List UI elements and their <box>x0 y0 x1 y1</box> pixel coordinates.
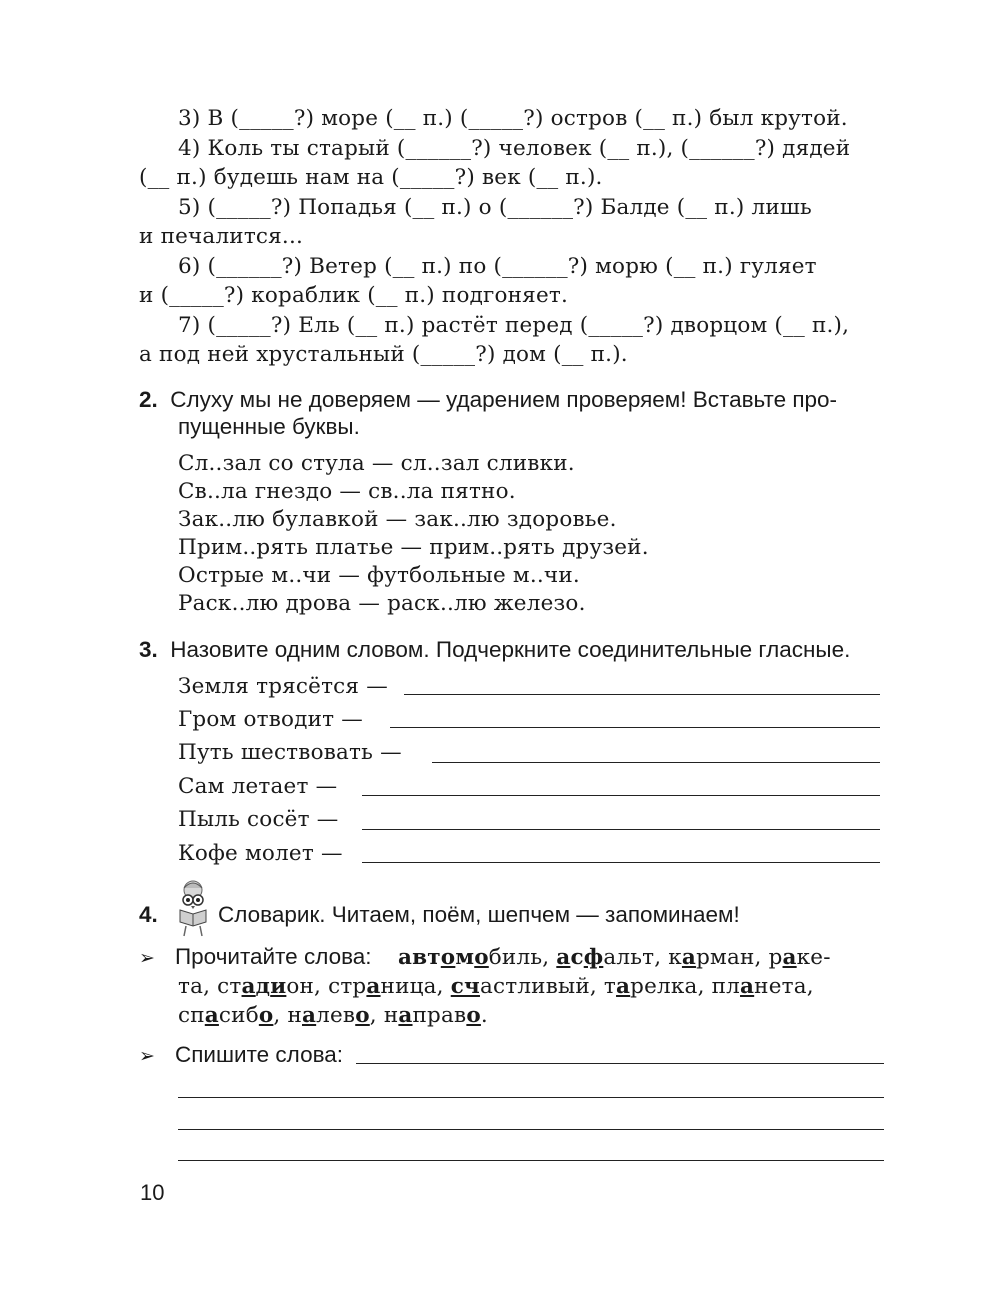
task1-line-5b: и печалится... <box>139 224 304 249</box>
task3-answer-line[interactable] <box>390 727 880 728</box>
vocab-segment: авт <box>398 945 441 970</box>
vocab-segment: ке- <box>796 945 831 970</box>
vocab-words-line1 <box>398 945 831 970</box>
copy-answer-line[interactable] <box>178 1160 884 1161</box>
vocab-segment: , н <box>369 1003 399 1028</box>
vocab-segment: биль, <box>488 945 557 970</box>
vocab-words-line2 <box>178 974 814 999</box>
vocab-segment: . <box>480 1003 488 1028</box>
task1-line-3: 3) В (_____?) море (__ п.) (_____?) остров (__ п.) был крутой. <box>178 106 848 131</box>
vocab-segment: а <box>740 974 755 999</box>
vocab-segment: альт, к <box>603 945 682 970</box>
task3-item-label: Земля трясётся — <box>178 674 388 699</box>
vocab-segment: сп <box>178 1003 205 1028</box>
task4-bullet1 <box>139 944 372 970</box>
vocab-words-line3 <box>178 1003 488 1028</box>
page-number: 10 <box>140 1180 165 1205</box>
vocab-segment: сиб <box>218 1003 259 1028</box>
task3-item-label: Путь шествовать — <box>178 740 402 765</box>
task3-item-label: Пыль сосёт — <box>178 807 339 832</box>
owl-reading-icon <box>176 880 210 938</box>
vocab-segment: о <box>440 945 456 970</box>
vocab-segment: а <box>616 974 631 999</box>
task2-item: Зак..лю булавкой — зак..лю здоровье. <box>178 507 617 532</box>
task2-item: Раск..лю дрова — раск..лю железо. <box>178 591 586 616</box>
task3-answer-line[interactable] <box>404 694 880 695</box>
task2-number: 2. <box>139 387 158 412</box>
vocab-segment: о <box>466 1003 481 1028</box>
task1-line-6a: 6) (______?) Ветер (__ п.) по (______?) морю (__ п.) гуляет <box>178 254 817 279</box>
copy-answer-line[interactable] <box>356 1063 884 1064</box>
vocab-segment: та, ст <box>178 974 242 999</box>
task4-bullet1-label: Прочитайте слова: <box>175 944 372 969</box>
task3-answer-line[interactable] <box>362 795 880 796</box>
task3-item-label: Гром отводит — <box>178 707 363 732</box>
vocab-segment: , н <box>273 1003 302 1028</box>
vocab-segment: а <box>241 974 256 999</box>
arrow-right-icon: ➢ <box>139 1045 155 1067</box>
task3-item-label: Кофе молет — <box>178 841 343 866</box>
copy-answer-line[interactable] <box>178 1097 884 1098</box>
vocab-segment: астливый, т <box>479 974 617 999</box>
task1-line-7b: а под ней хрустальный (_____?) дом (__ п.). <box>139 342 628 367</box>
task2-heading <box>139 387 837 413</box>
task3-instruction: Назовите одним словом. Подчеркните соединительные гласные. <box>170 637 851 662</box>
task2-item: Св..ла гнездо — св..ла пятно. <box>178 479 516 504</box>
task4-title: Словарик. Читаем, поём, шепчем — запоминаем! <box>218 902 740 927</box>
task3-item-label: Сам летает — <box>178 774 338 799</box>
vocab-segment: он, стр <box>286 974 367 999</box>
vocab-segment: а <box>366 974 381 999</box>
task2-item: Прим..рять платье — прим..рять друзей. <box>178 535 649 560</box>
task3-answer-line[interactable] <box>362 862 880 863</box>
vocab-segment: а <box>681 945 697 970</box>
task4-bullet2 <box>139 1042 343 1068</box>
copy-answer-line[interactable] <box>178 1129 884 1130</box>
vocab-segment: и <box>270 974 287 999</box>
vocab-segment: а <box>782 945 797 970</box>
vocab-segment: а <box>398 1003 413 1028</box>
task1-line-6b: и (_____?) кораблик (__ п.) подгоняет. <box>139 283 568 308</box>
task2-instruction-line1: Слуху мы не доверяем — ударением проверяем! Вставьте про- <box>170 387 838 412</box>
task3-answer-line[interactable] <box>362 829 880 830</box>
task1-line-4a: 4) Коль ты старый (______?) человек (__ п.), (______?) дядей <box>178 136 851 161</box>
vocab-segment: а <box>204 1003 219 1028</box>
vocab-segment: ница, <box>380 974 451 999</box>
task4-number: 4. <box>139 902 158 927</box>
vocab-segment: о <box>258 1003 274 1028</box>
vocab-segment: о <box>474 945 489 970</box>
vocab-segment: нета, <box>754 974 814 999</box>
vocab-segment: лев <box>316 1003 356 1028</box>
task1-line-5a: 5) (_____?) Попадья (__ п.) о (______?) Балде (__ п.) лишь <box>178 195 812 220</box>
task1-line-4b: (__ п.) будешь нам на (_____?) век (__ п.). <box>139 165 603 190</box>
vocab-segment: м <box>455 945 475 970</box>
vocab-segment: сч <box>450 974 480 999</box>
arrow-right-icon: ➢ <box>139 947 155 969</box>
task3-heading <box>139 637 850 663</box>
vocab-segment: а <box>302 1003 317 1028</box>
vocab-segment: с <box>570 945 584 970</box>
task2-instruction-line2: пущенные буквы. <box>178 414 360 439</box>
task2-item: Сл..зал со стула — сл..зал сливки. <box>178 451 575 476</box>
task4-bullet2-label: Спишите слова: <box>175 1042 344 1067</box>
task2-item: Острые м..чи — футбольные м..чи. <box>178 563 580 588</box>
vocab-segment: рман, р <box>696 945 783 970</box>
vocab-segment: д <box>255 974 271 999</box>
vocab-segment: ф <box>583 945 604 970</box>
task1-line-7a: 7) (_____?) Ель (__ п.) растёт перед (_____?) дворцом (__ п.), <box>178 313 850 338</box>
task3-number: 3. <box>139 637 158 662</box>
vocab-segment: о <box>355 1003 370 1028</box>
vocab-segment: а <box>556 945 571 970</box>
vocab-segment: прав <box>412 1003 467 1028</box>
vocab-segment: релка, пл <box>630 974 741 999</box>
task3-answer-line[interactable] <box>432 762 880 763</box>
